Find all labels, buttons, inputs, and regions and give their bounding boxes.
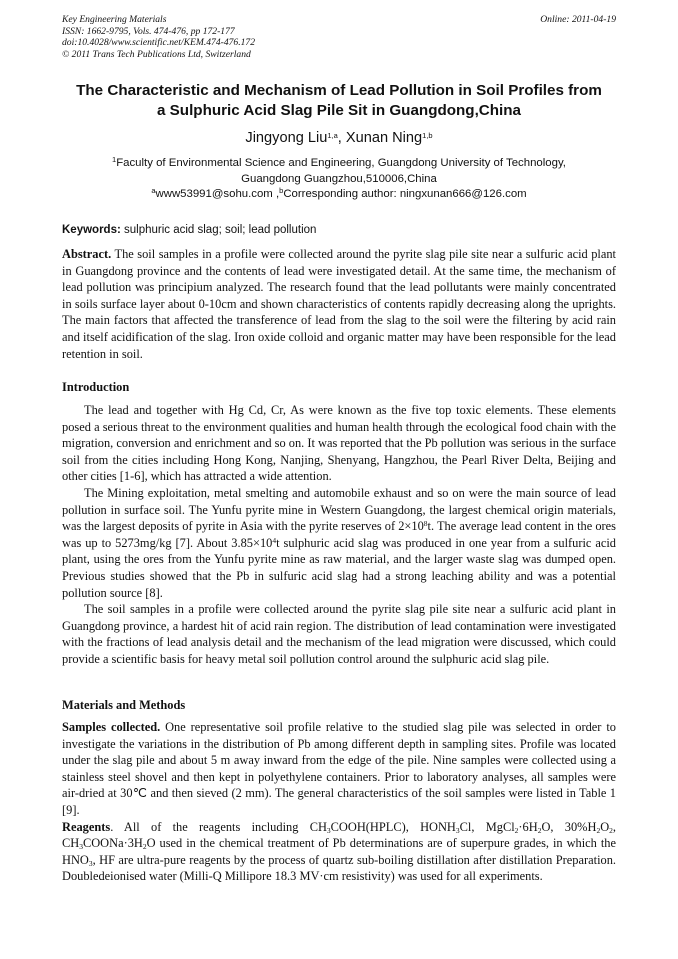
affiliation-line-1: $^1$Faculty of Environmental Science and Engineering, Guangdong University of Technology, bbox=[112, 155, 566, 169]
abstract-text: The soil samples in a profile were collected around the pyrite slag pile site near a sulfuric acid plant in Guangdong province and the contents of lead were investigated detail. At the same time, the mechanism of lead pollution was principium analyzed. The research found that the lead pollutants were mainly concentrated in soils surface layer about 0-10cm and shown characteristics of contents rapidly decreasing along the uprights. The main factors that affected the transference of lead from the slag to the soil were the filtering by acid rain and itself acidification of the slag. Iron oxide colloid and organic matter may have been responsible for the lead retention in soil. bbox=[62, 247, 616, 361]
doi-line[interactable]: doi:10.4028/www.scientific.net/KEM.474-476.172 bbox=[62, 37, 256, 49]
samples-label: Samples collected. bbox=[62, 720, 161, 734]
reagents-paragraph: Reagents. All of the reagents including $CH_3COOH(HPLC)$, $HONH_3Cl$, $MgCl_2\cdot 6H_2O$, $30\%H_2O_2$, $CH_3COONa\cdot 3H_2O$ used in the chemical treatment of Pb determinations are of superpure grades, in which the $HNO_3$, HF are ultra-pure reagents by the process of quartz sub-boiling distillation after distillation Preparation. Doubledeionised water (Milli-Q Millipore 18.3 MV·cm resistivity) was used for all experiments. bbox=[62, 819, 616, 884]
samples-paragraph: Samples collected. One representative soil profile relative to the studied slag pile was selected in order to investigate the variations in the distribution of Pb among different depth in sampling sites. Profile was located under the slag pile and about 5 m away inward from the edge of the pile. Nine samples were collected using a stainless steel shovel and then kept in polyethylene containers. Prior to laboratory analyses, all samples were air-dried at 30℃ and then sieved (2 mm). The general characteristics of the soil samples were listed in Table 1 [9]. bbox=[62, 720, 616, 817]
intro-paragraph-3: The soil samples in a profile were collected around the pyrite slag pile site near a sulfuric acid plant in Guangdong province, a hardest hit of acid rain region. The distribution of lead contamination were investigated with the fractions of lead analysis detail and the mechanism of the lead migration were discussed, which could provide a scientific basis for heavy metal soil pollution control around the sulphuric acid slag pile. bbox=[62, 602, 616, 666]
methods-heading: Materials and Methods bbox=[62, 698, 186, 712]
email-a[interactable]: www53991@sohu.com , bbox=[155, 188, 280, 200]
journal-header bbox=[62, 14, 616, 60]
title-line-1: The Characteristic and Mechanism of Lead Pollution in Soil Profiles from bbox=[76, 82, 602, 99]
abstract bbox=[62, 246, 616, 362]
introduction-body bbox=[62, 402, 616, 668]
author-separator: , bbox=[337, 130, 346, 146]
author-list bbox=[40, 129, 638, 147]
email-line: $^a$www53991@sohu.com ,$^b$Corresponding author: ningxunan666@126.com bbox=[151, 186, 527, 200]
copyright-line: © 2011 Trans Tech Publications Ltd, Switzerland bbox=[62, 48, 251, 60]
author-1-superscript: 1,a bbox=[327, 131, 338, 140]
email-b[interactable]: Corresponding author: ningxunan666@126.com bbox=[283, 188, 527, 200]
affiliation-superscript: 1 bbox=[112, 155, 117, 164]
author-1: Jingyong Liu bbox=[245, 130, 328, 146]
affiliation-line-2: Guangdong Guangzhou,510006,China bbox=[241, 172, 437, 185]
reagents-label: Reagents bbox=[62, 819, 111, 834]
keywords-text: sulphuric acid slag; soil; lead pollution bbox=[120, 224, 317, 236]
intro-paragraph-1: The lead and together with Hg Cd, Cr, As were known as the five top toxic elements. These elements posed a serious threat to the environment qualities and human health through the ecological food chain with the migration, conversion and enrichment and so on. It was reported that the Pb pollution was serious in the surface soil from the cities including Hong Kong, Nanjing, Shenyang, Hangzhou, the Pearl River Delta, Beijing and other cities [1-6], which has attracted a wide attention. bbox=[62, 403, 617, 484]
author-2: Xunan Ning bbox=[345, 130, 423, 146]
title-line-2: a Sulphuric Acid Slag Pile Sit in Guangdong,China bbox=[157, 101, 521, 119]
introduction-heading: Introduction bbox=[62, 380, 130, 394]
methods-body bbox=[62, 719, 616, 885]
paper-title bbox=[40, 81, 638, 120]
author-2-superscript: 1,b bbox=[422, 131, 433, 140]
journal-name: Key Engineering Materials bbox=[62, 14, 167, 25]
keywords bbox=[62, 223, 618, 237]
keywords-label: Keywords: bbox=[62, 224, 121, 236]
intro-paragraph-2: The Mining exploitation, metal smelting and automobile exhaust and so on were the main source of lead pollution in surface soil. The Yunfu pyrite mine in Western Guangdong, the largest chemical origin materials, was the largest deposits of pyrite in Asia with the pyrite reserves of $2\times 10^8t$. The average lead content in the ores was up to 5273mg/kg [7]. About $3.85\times 10^4t$ sulphuric acid slag was produced in one year from a sulfuric acid plant, using the ores from the Yunfu pyrite mine as raw material, and the larger waste slag was dumped open. Previous studies showed that the Pb in sulfuric acid slag had a strong leaching ability and was a potential pollution source [8]. bbox=[62, 485, 617, 600]
issn-line: ISSN: 1662-9795, Vols. 474-476, pp 172-177 bbox=[62, 25, 235, 37]
online-date: Online: 2011-04-19 bbox=[540, 14, 616, 25]
affiliation bbox=[40, 156, 638, 203]
abstract-label: Abstract. bbox=[62, 247, 112, 261]
